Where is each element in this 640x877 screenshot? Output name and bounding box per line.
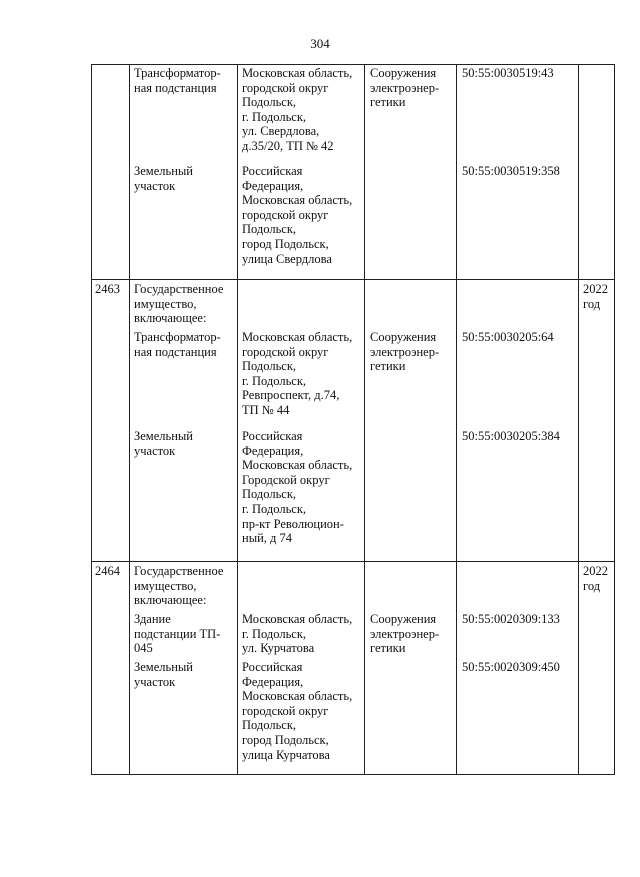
- year-cell: 2022 год: [583, 282, 608, 311]
- object-name: Земельный участок: [134, 660, 193, 689]
- row-divider: [92, 561, 614, 562]
- object-name: Земельный участок: [134, 164, 193, 193]
- object-name: Земельный участок: [134, 429, 193, 458]
- column-divider: [578, 65, 579, 774]
- cadastral-number: 50:55:0030519:43: [462, 66, 554, 80]
- object-name: Здание подстанции ТП- 045: [134, 612, 221, 656]
- cadastral-number: 50:55:0030519:358: [462, 164, 560, 178]
- cadastral-number: 50:55:0020309:450: [462, 660, 560, 674]
- object-address: Российская Федерация, Московская область, городской округ Подольск, город Подольск, улица Свердлова: [242, 164, 353, 266]
- cadastral-number: 50:55:0020309:133: [462, 612, 560, 626]
- object-category: Сооружения электроэнер- гетики: [370, 66, 440, 110]
- object-address: Московская область, городской округ Подольск, г. Подольск, ул. Свердлова, д.35/20, ТП № 42: [242, 66, 353, 153]
- column-divider: [364, 65, 365, 774]
- object-name: Трансформатор- ная подстанция: [134, 66, 221, 95]
- group-title: Государственное имущество, включающее:: [134, 282, 224, 326]
- registry-table: [91, 64, 615, 775]
- cadastral-number: 50:55:0030205:64: [462, 330, 554, 344]
- page-number: 304: [310, 36, 330, 51]
- object-address: Российская Федерация, Московская область, Городской округ Подольск, г. Подольск, пр-кт Революцион- ный, д 74: [242, 429, 353, 546]
- year-cell: 2022 год: [583, 564, 608, 593]
- column-divider: [456, 65, 457, 774]
- object-address: Московская область, г. Подольск, ул. Курчатова: [242, 612, 353, 656]
- object-address: Российская Федерация, Московская область, городской округ Подольск, город Подольск, улица Курчатова: [242, 660, 353, 762]
- column-divider: [129, 65, 130, 774]
- object-name: Трансформатор- ная подстанция: [134, 330, 221, 359]
- row-number: 2464: [95, 564, 120, 578]
- row-number: 2463: [95, 282, 120, 296]
- object-category: Сооружения электроэнер- гетики: [370, 330, 440, 374]
- object-category: Сооружения электроэнер- гетики: [370, 612, 440, 656]
- row-divider: [92, 279, 614, 280]
- cadastral-number: 50:55:0030205:384: [462, 429, 560, 443]
- group-title: Государственное имущество, включающее:: [134, 564, 224, 608]
- object-address: Московская область, городской округ Подольск, г. Подольск, Ревпроспект, д.74, ТП № 44: [242, 330, 353, 417]
- column-divider: [237, 65, 238, 774]
